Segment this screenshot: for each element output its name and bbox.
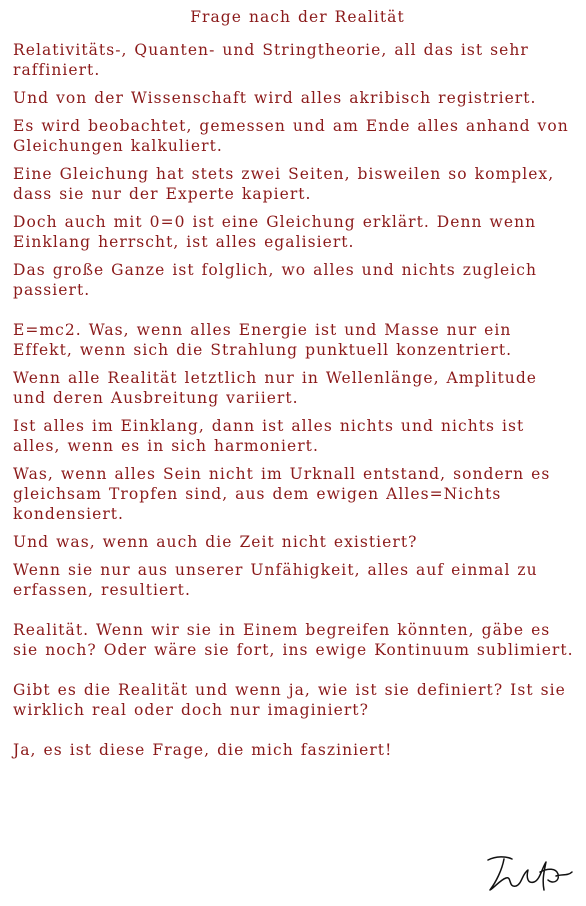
page-title: Frage nach der Realität <box>190 8 405 26</box>
paragraph-9: Ist alles im Einklang, dann ist alles nichts und nichts ist alles, wenn es in sich harmoniert. <box>13 417 525 455</box>
signature-stroke <box>488 857 572 890</box>
paragraph-10: Was, wenn alles Sein nicht im Urknall entstand, sondern es gleichsam Tropfen sind, aus dem ewigen Alles=Nichts kondensiert. <box>13 465 551 523</box>
paragraph-6: Das große Ganze ist folglich, wo alles und nichts zugleich passiert. <box>13 261 537 299</box>
paragraph-2: Und von der Wissenschaft wird alles akribisch registriert. <box>13 89 537 107</box>
signature <box>482 850 578 896</box>
paragraph-8: Wenn alle Realität letztlich nur in Wellenlänge, Amplitude und deren Ausbreitung variiert. <box>13 369 538 407</box>
paragraph-1: Relativitäts-, Quanten- und Stringtheorie, all das ist sehr raffiniert. <box>13 41 529 79</box>
paragraph-13: Realität. Wenn wir sie in Einem begreifen könnten, gäbe es sie noch? Oder wäre sie fort, ins ewige Kontinuum sublimiert. <box>13 621 574 659</box>
paragraph-15: Ja, es ist diese Frage, die mich fasziniert! <box>13 741 393 759</box>
paragraph-7: E=mc2. Was, wenn alles Energie ist und Masse nur ein Effekt, wenn sich die Strahlung punktuell konzentriert. <box>13 321 513 359</box>
paragraph-5: Doch auch mit 0=0 ist eine Gleichung erklärt. Denn wenn Einklang herrscht, ist alles egalisiert. <box>13 213 537 251</box>
paragraph-4: Eine Gleichung hat stets zwei Seiten, bisweilen so komplex, dass sie nur der Experte kapiert. <box>13 165 555 203</box>
paragraph-3: Es wird beobachtet, gemessen und am Ende alles anhand von Gleichungen kalkuliert. <box>13 117 569 155</box>
paragraph-11: Und was, wenn auch die Zeit nicht existiert? <box>13 533 418 551</box>
paragraph-12: Wenn sie nur aus unserer Unfähigkeit, alles auf einmal zu erfassen, resultiert. <box>13 561 538 599</box>
paragraph-14: Gibt es die Realität und wenn ja, wie ist sie definiert? Ist sie wirklich real oder doch nur imaginiert? <box>13 681 566 719</box>
